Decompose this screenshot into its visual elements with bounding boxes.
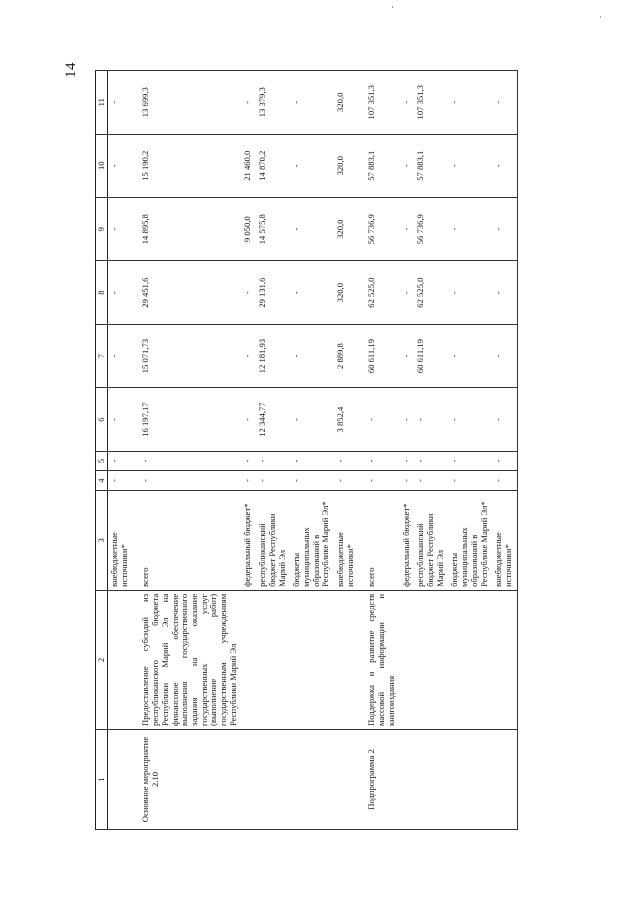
value-cell: 62 525,0: [358, 261, 399, 324]
value-cell: -: [358, 388, 399, 451]
value-cell: -: [108, 388, 133, 451]
scan-speck: [392, 6, 393, 8]
value-cell: -: [108, 324, 133, 387]
column-header-2: 2: [96, 590, 108, 729]
value-cell: -: [290, 451, 334, 471]
value-cell: 14 870,2: [256, 134, 290, 197]
column-header-4: 4: [96, 471, 108, 491]
table-row: [108, 71, 133, 830]
value-cell: 62 525,0: [414, 261, 448, 324]
value-cell: -: [290, 261, 334, 324]
value-cell: -: [241, 388, 256, 451]
value-cell: -: [241, 324, 256, 387]
funding-source: бюджеты муниципальных образований в Республике Марий Эл*: [448, 490, 492, 590]
value-cell: 14 895,8: [132, 197, 241, 260]
funding-source: федеральный бюджет*: [400, 490, 415, 590]
funding-source: всего: [132, 490, 241, 590]
value-cell: -: [492, 471, 517, 491]
value-cell: -: [290, 71, 334, 135]
value-cell: -: [492, 134, 517, 197]
column-header-8: 8: [96, 261, 108, 324]
value-cell: 3 852,4: [334, 388, 358, 451]
row-code: [108, 729, 133, 829]
value-cell: 320,0: [334, 261, 358, 324]
table-row: [241, 71, 256, 830]
value-cell: 16 197,17: [132, 388, 241, 451]
value-cell: -: [290, 197, 334, 260]
table-row: [358, 71, 399, 830]
value-cell: -: [290, 471, 334, 491]
value-cell: -: [290, 134, 334, 197]
value-cell: -: [241, 471, 256, 491]
funding-source: республиканский бюджет Республики Марий Эл: [256, 490, 290, 590]
value-cell: 60 611,19: [358, 324, 399, 387]
row-code: [400, 729, 415, 829]
value-cell: -: [132, 471, 241, 491]
budget-table: [95, 70, 518, 830]
value-cell: 57 883,1: [414, 134, 448, 197]
funding-source: республиканский бюджет Республики Марий Эл: [414, 490, 448, 590]
value-cell: -: [108, 71, 133, 135]
row-title: [492, 590, 517, 729]
column-header-7: 7: [96, 324, 108, 387]
value-cell: -: [256, 451, 290, 471]
value-cell: 320,0: [334, 134, 358, 197]
value-cell: 56 736,9: [358, 197, 399, 260]
value-cell: -: [108, 471, 133, 491]
funding-source: всего: [358, 490, 399, 590]
value-cell: 320,0: [334, 197, 358, 260]
value-cell: -: [400, 197, 415, 260]
page-number: 14: [63, 62, 79, 78]
row-title: [241, 590, 256, 729]
value-cell: -: [400, 324, 415, 387]
value-cell: 107 351,3: [414, 71, 448, 135]
value-cell: 320,0: [334, 71, 358, 135]
value-cell: -: [492, 388, 517, 451]
value-cell: 21 460,0: [241, 134, 256, 197]
value-cell: -: [448, 134, 492, 197]
value-cell: -: [414, 471, 448, 491]
row-code: Подпрограмма 2: [358, 729, 399, 829]
value-cell: -: [400, 388, 415, 451]
value-cell: 14 575,8: [256, 197, 290, 260]
value-cell: -: [492, 261, 517, 324]
funding-source: федеральный бюджет*: [241, 490, 256, 590]
value-cell: 13 699,3: [132, 71, 241, 135]
value-cell: -: [492, 324, 517, 387]
table-row: [400, 71, 415, 830]
value-cell: -: [241, 261, 256, 324]
value-cell: -: [400, 261, 415, 324]
table-row: [132, 71, 241, 830]
value-cell: 15 071,73: [132, 324, 241, 387]
value-cell: 13 379,3: [256, 71, 290, 135]
value-cell: 12 181,93: [256, 324, 290, 387]
value-cell: -: [108, 197, 133, 260]
value-cell: -: [448, 324, 492, 387]
row-title: [256, 590, 290, 729]
value-cell: -: [492, 451, 517, 471]
value-cell: -: [132, 451, 241, 471]
column-header-10: 10: [96, 134, 108, 197]
column-header-6: 6: [96, 388, 108, 451]
table-row: [256, 71, 290, 830]
value-cell: 15 190,2: [132, 134, 241, 197]
value-cell: 29 451,6: [132, 261, 241, 324]
value-cell: 57 883,1: [358, 134, 399, 197]
row-title: [108, 590, 133, 729]
value-cell: -: [334, 471, 358, 491]
column-header-11: 11: [96, 71, 108, 135]
column-header-9: 9: [96, 197, 108, 260]
row-code: [448, 729, 492, 829]
value-cell: -: [492, 71, 517, 135]
value-cell: -: [290, 388, 334, 451]
value-cell: -: [108, 261, 133, 324]
row-title: [448, 590, 492, 729]
value-cell: 9 050,0: [241, 197, 256, 260]
value-cell: -: [448, 471, 492, 491]
value-cell: -: [241, 71, 256, 135]
value-cell: 2 889,8: [334, 324, 358, 387]
value-cell: -: [400, 134, 415, 197]
value-cell: -: [108, 134, 133, 197]
row-code: [256, 729, 290, 829]
funding-source: внебюджетные источники*: [334, 490, 358, 590]
value-cell: -: [448, 197, 492, 260]
funding-source: внебюджетные источники*: [492, 490, 517, 590]
value-cell: -: [400, 451, 415, 471]
value-cell: -: [448, 451, 492, 471]
row-code: [334, 729, 358, 829]
value-cell: -: [241, 451, 256, 471]
scan-speck: [600, 16, 601, 18]
row-title: [414, 590, 448, 729]
table-row: [334, 71, 358, 830]
value-cell: -: [414, 388, 448, 451]
row-code: [492, 729, 517, 829]
rotated-table-container: [95, 70, 520, 830]
row-title: [400, 590, 415, 729]
row-title: [334, 590, 358, 729]
value-cell: -: [400, 71, 415, 135]
value-cell: -: [414, 451, 448, 471]
value-cell: -: [400, 471, 415, 491]
value-cell: -: [448, 261, 492, 324]
row-title: Предоставление субсидий из республиканского бюджета Республики Марий Эл на финансовое обеспечение выполнения государственного задания на оказание государственных услуг (выполнение работ) государственным учреждениям Республики Марий Эл: [132, 590, 241, 729]
value-cell: -: [448, 71, 492, 135]
table-row: [492, 71, 517, 830]
column-header-1: 1: [96, 729, 108, 829]
value-cell: -: [492, 197, 517, 260]
column-header-5: 5: [96, 451, 108, 471]
row-code: [290, 729, 334, 829]
table-body: [108, 71, 518, 830]
row-title: [290, 590, 334, 729]
row-code: [414, 729, 448, 829]
table-row: [290, 71, 334, 830]
table-row: [448, 71, 492, 830]
column-header-3: 3: [96, 490, 108, 590]
value-cell: 60 611,19: [414, 324, 448, 387]
value-cell: -: [256, 471, 290, 491]
value-cell: -: [290, 324, 334, 387]
value-cell: 12 344,77: [256, 388, 290, 451]
row-code: [241, 729, 256, 829]
funding-source: бюджеты муниципальных образований в Республике Марий Эл*: [290, 490, 334, 590]
column-number-row: [96, 71, 108, 830]
funding-source: внебюджетные источники*: [108, 490, 133, 590]
row-title: Поддержка и развитие средств массовой информации и книгоиздания: [358, 590, 399, 729]
row-code: Основное мероприятие 2.10: [132, 729, 241, 829]
value-cell: -: [358, 451, 399, 471]
value-cell: -: [334, 451, 358, 471]
value-cell: 56 736,9: [414, 197, 448, 260]
value-cell: -: [448, 388, 492, 451]
value-cell: 107 351,3: [358, 71, 399, 135]
value-cell: 29 131,6: [256, 261, 290, 324]
table-row: [414, 71, 448, 830]
value-cell: -: [358, 471, 399, 491]
value-cell: -: [108, 451, 133, 471]
